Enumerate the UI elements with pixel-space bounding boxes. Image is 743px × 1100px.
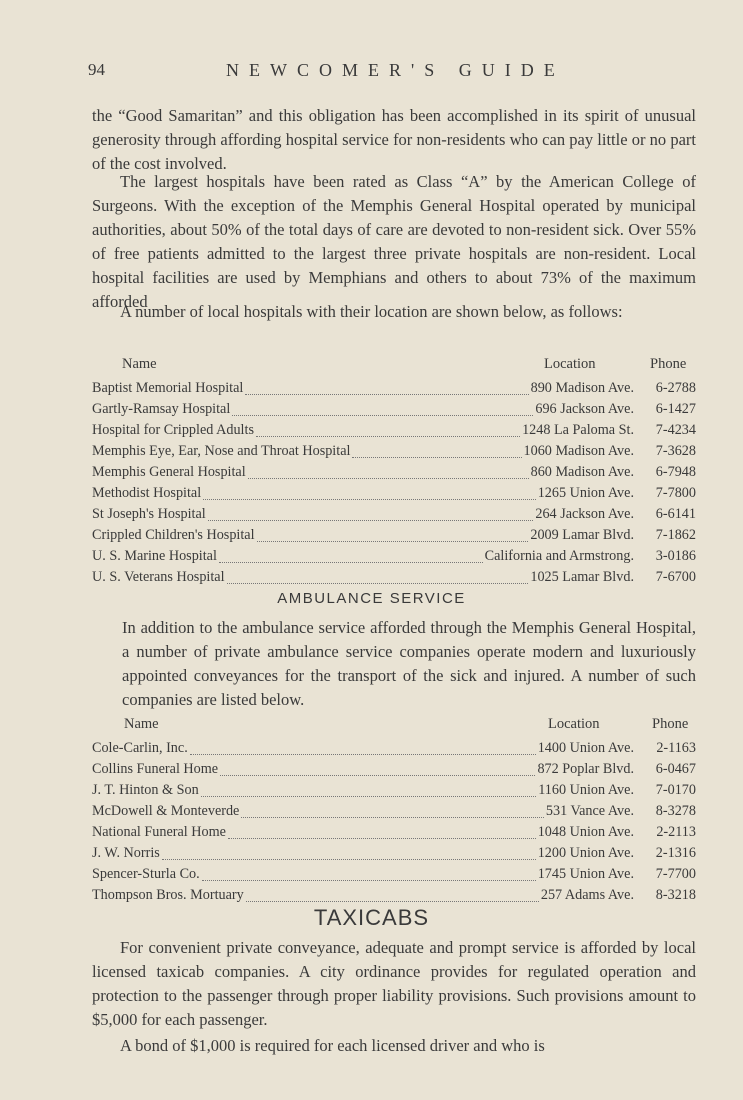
row-name: U. S. Marine Hospital	[92, 548, 217, 564]
dot-leader	[227, 583, 529, 584]
dot-leader	[232, 415, 533, 416]
table-row	[92, 380, 696, 401]
row-name: Collins Funeral Home	[92, 761, 219, 777]
row-name: National Funeral Home	[92, 824, 226, 840]
table-row	[92, 527, 696, 548]
table-row	[92, 548, 696, 569]
row-name: J. T. Hinton & Son	[92, 782, 199, 798]
hospitals-table	[92, 356, 696, 590]
row-phone: 7-7800	[655, 485, 696, 501]
row-location: 1060 Madison Ave.	[523, 443, 634, 459]
row-location: 1025 Lamar Blvd.	[530, 569, 634, 585]
row-phone: 7-7700	[655, 866, 696, 882]
ambulance-table	[92, 716, 696, 908]
taxicabs-paragraph: For convenient private conveyance, adequate and prompt service is afforded by local licensed taxicab companies. A city ordinance provides for regulated operation and protection to the passenger through proper liability provisions. Such provisions amount to $5,000 for each passenger.	[92, 938, 696, 1029]
row-name: McDowell & Monteverde	[92, 803, 240, 819]
row-name: Memphis Eye, Ear, Nose and Throat Hospital	[92, 443, 351, 459]
row-phone: 6-1427	[655, 401, 696, 417]
dot-leader	[352, 457, 521, 458]
row-name: Cole-Carlin, Inc.	[92, 740, 188, 756]
ambulance-table-header	[92, 716, 696, 740]
table-row	[92, 443, 696, 464]
dot-leader	[246, 901, 539, 902]
row-name: Thompson Bros. Mortuary	[92, 887, 244, 903]
row-location: 1048 Union Ave.	[537, 824, 634, 840]
row-name: Crippled Children's Hospital	[92, 527, 255, 543]
row-location: 1200 Union Ave.	[537, 845, 634, 861]
row-phone: 6-6141	[655, 506, 696, 522]
dot-leader	[190, 754, 536, 755]
dot-leader	[245, 394, 528, 395]
hospital-list-intro: A number of local hospitals with their location are shown below, as follows:	[120, 302, 623, 321]
row-location: 1265 Union Ave.	[537, 485, 634, 501]
column-phone: Phone	[650, 356, 687, 372]
row-location: 2009 Lamar Blvd.	[530, 527, 634, 543]
row-phone: 7-6700	[655, 569, 696, 585]
taxicabs-bond-paragraph: A bond of $1,000 is required for each licensed driver and who is	[120, 1036, 545, 1055]
table-row	[92, 506, 696, 527]
dot-leader	[248, 478, 529, 479]
row-phone: 7-0170	[655, 782, 696, 798]
row-location: 696 Jackson Ave.	[535, 401, 634, 417]
row-name: Hospital for Crippled Adults	[92, 422, 254, 438]
row-name: J. W. Norris	[92, 845, 160, 861]
dot-leader	[241, 817, 544, 818]
dot-leader	[208, 520, 534, 521]
table-row	[92, 422, 696, 443]
column-name: Name	[124, 716, 159, 732]
table-row	[92, 845, 696, 866]
row-name: St Joseph's Hospital	[92, 506, 206, 522]
column-phone: Phone	[652, 716, 689, 732]
row-phone: 7-4234	[655, 422, 696, 438]
row-phone: 6-7948	[655, 464, 696, 480]
column-location: Location	[548, 716, 600, 732]
row-phone: 6-2788	[655, 380, 696, 396]
row-location: California and Armstrong.	[484, 548, 634, 564]
row-phone: 8-3278	[655, 803, 696, 819]
dot-leader	[256, 436, 520, 437]
dot-leader	[220, 775, 535, 776]
row-phone: 6-0467	[655, 761, 696, 777]
ambulance-paragraph: In addition to the ambulance service afforded through the Memphis General Hospital, a number of private ambulance service companies operate modern and luxuriously appointed conveyances for the transport of the sick and injured. A number of such companies are listed below.	[122, 618, 696, 709]
hospitals-table-header	[92, 356, 696, 380]
row-location: 257 Adams Ave.	[540, 887, 634, 903]
row-location: 531 Vance Ave.	[545, 803, 634, 819]
taxicabs-heading: TAXICABS	[313, 905, 430, 930]
dot-leader	[257, 541, 529, 542]
row-location: 1248 La Paloma St.	[522, 422, 634, 438]
row-location: 1400 Union Ave.	[537, 740, 634, 756]
row-location: 1745 Union Ave.	[537, 866, 634, 882]
table-row	[92, 803, 696, 824]
row-name: Gartly-Ramsay Hospital	[92, 401, 231, 417]
column-location: Location	[544, 356, 596, 372]
intro-paragraph: the “Good Samaritan” and this obligation has been accomplished in its spirit of unusual generosity through affording hospital service for non-residents who can pay little or no part of the cost involved.	[92, 106, 696, 173]
column-name: Name	[122, 356, 157, 372]
table-row	[92, 824, 696, 845]
row-name: Memphis General Hospital	[92, 464, 246, 480]
ambulance-heading: AMBULANCE SERVICE	[277, 590, 466, 607]
row-name: U. S. Veterans Hospital	[92, 569, 225, 585]
table-row	[92, 401, 696, 422]
table-row	[92, 761, 696, 782]
row-phone: 2-1163	[656, 740, 696, 756]
table-row	[92, 866, 696, 887]
row-location: 890 Madison Ave.	[530, 380, 634, 396]
guide-title: NEWCOMER'S GUIDE	[226, 60, 565, 80]
dot-leader	[228, 838, 536, 839]
row-phone: 7-3628	[655, 443, 696, 459]
dot-leader	[201, 796, 537, 797]
page-number: 94	[88, 60, 105, 79]
table-row	[92, 569, 696, 590]
dot-leader	[219, 562, 483, 563]
table-row	[92, 740, 696, 761]
row-location: 872 Poplar Blvd.	[537, 761, 634, 777]
table-row	[92, 464, 696, 485]
row-name: Spencer-Sturla Co.	[92, 866, 200, 882]
row-phone: 3-0186	[655, 548, 696, 564]
row-location: 1160 Union Ave.	[538, 782, 634, 798]
table-row	[92, 485, 696, 506]
row-phone: 7-1862	[655, 527, 696, 543]
running-head	[88, 60, 695, 84]
dot-leader	[162, 859, 536, 860]
row-location: 860 Madison Ave.	[530, 464, 634, 480]
ratings-paragraph: The largest hospitals have been rated as Class “A” by the American College of Surgeons. With the exception of the Memphis General Hospital operated by municipal authorities, about 50% of the total days of care are devoted to non-resident sick. Over 55% of free patients admitted to the largest three private hospitals are non-resident. Local hospital facilities are used by Memphians and others to about 73% of the maximum afforded	[92, 172, 696, 311]
row-phone: 2-1316	[655, 845, 696, 861]
row-name: Methodist Hospital	[92, 485, 202, 501]
table-row	[92, 782, 696, 803]
dot-leader	[202, 880, 536, 881]
row-phone: 2-2113	[656, 824, 696, 840]
row-phone: 8-3218	[655, 887, 696, 903]
row-location: 264 Jackson Ave.	[535, 506, 634, 522]
row-name: Baptist Memorial Hospital	[92, 380, 244, 396]
dot-leader	[203, 499, 536, 500]
